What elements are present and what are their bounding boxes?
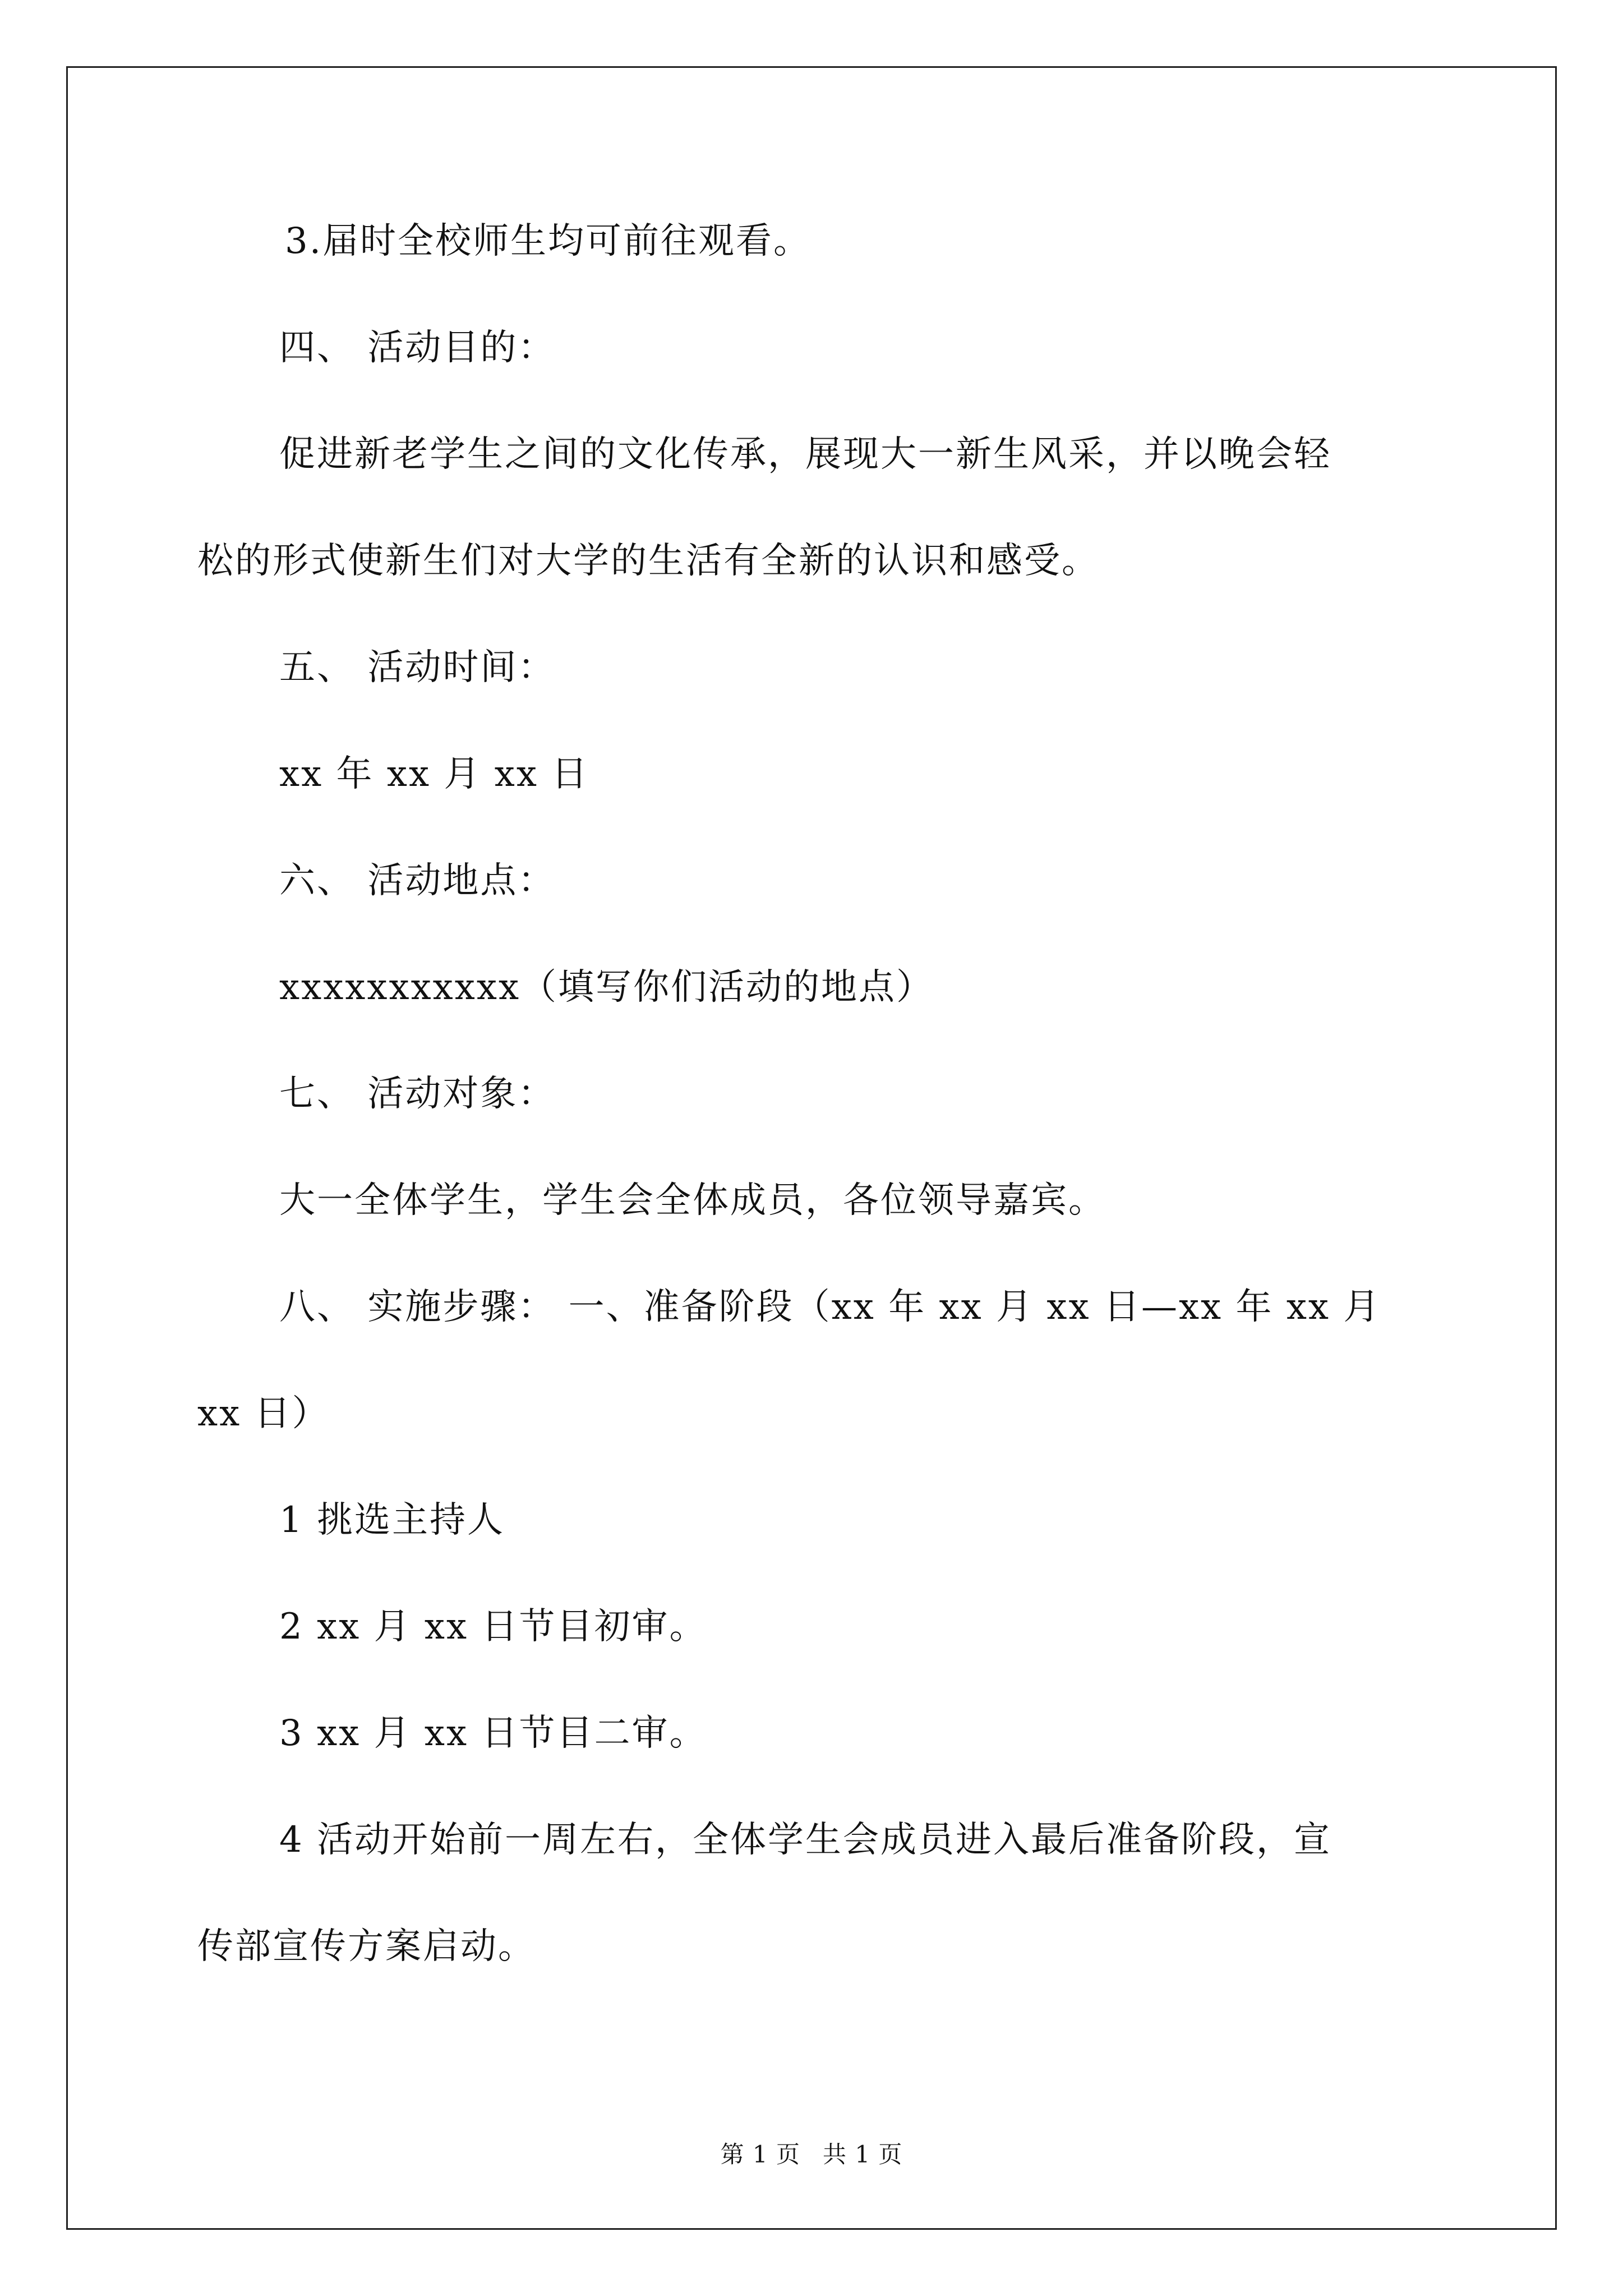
section-heading: 八、 实施步骤： 一、准备阶段（xx 年 xx 月 xx 日—xx 年 xx 月 [279,1286,1381,1328]
text-line: xx 年 xx 月 xx 日 [279,753,589,795]
page-total: 共 1 页 [823,2141,903,2168]
text-line: 促进新老学生之间的文化传承，展现大一新生风采，并以晚会轻 [279,434,1331,475]
text-line: xxxxxxxxxxx（填写你们活动的地点） [279,967,934,1008]
text-line: xx 日） [197,1393,330,1434]
text-line: 大一全体学生，学生会全体成员，各位领导嘉宾。 [279,1180,1106,1221]
list-item: 4 活动开始前一周左右，全体学生会成员进入最后准备阶段，宣 [279,1819,1332,1861]
page-number: 第 1 页 [720,2141,800,2168]
section-heading: 四、 活动目的： [279,327,556,369]
page-footer [0,2140,1623,2169]
list-item: 1 挑选主持人 [279,1499,505,1541]
page-border [66,66,1557,2230]
section-heading: 五、 活动时间： [279,647,556,688]
section-heading: 七、 活动对象： [279,1073,556,1115]
text-line: 3.届时全校师生均可前往观看。 [285,220,811,262]
list-item: 2 xx 月 xx 日节目初审。 [279,1606,707,1648]
list-item: 3 xx 月 xx 日节目二审。 [279,1713,707,1754]
text-line: 松的形式使新生们对大学的生活有全新的认识和感受。 [197,540,1099,582]
section-heading: 六、 活动地点： [279,860,556,901]
text-line: 传部宣传方案启动。 [197,1926,536,1967]
